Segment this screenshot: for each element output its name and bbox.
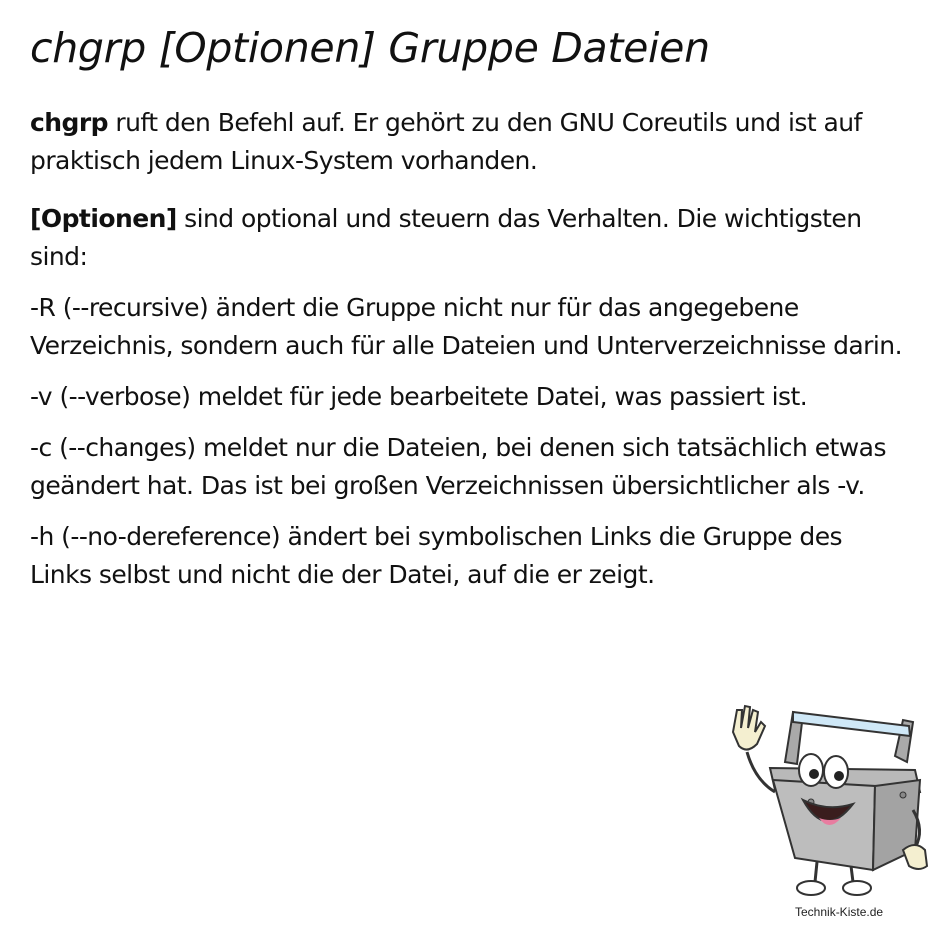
paragraph-text: sind optional und steuern das Verhalten. Die wichtigsten sind: <box>30 204 862 271</box>
option-verbose: -v (--verbose) meldet für jede bearbeitete Datei, was passiert ist. <box>30 382 808 411</box>
option-no-dereference: -h (--no-dereference) ändert bei symbolischen Links die Gruppe des Links selbst und nicht die der Datei, auf die er zeigt. <box>30 522 843 589</box>
paragraph-optionen <box>30 200 910 276</box>
credit-text: Technik-Kiste.de <box>795 905 884 919</box>
keyword-optionen: [Optionen] <box>30 204 177 233</box>
option-changes: -c (--changes) meldet nur die Dateien, bei denen sich tatsächlich etwas geändert hat. Das ist bei großen Verzeichnissen übersichtlicher als -v. <box>30 433 886 500</box>
page-title: chgrp [Optionen] Gruppe Dateien <box>30 24 710 72</box>
document-body <box>30 104 910 607</box>
keyword-chgrp: chgrp <box>30 108 108 137</box>
toolbox-mascot-icon <box>715 700 935 900</box>
paragraph-chgrp <box>30 104 910 180</box>
option-recursive: -R (--recursive) ändert die Gruppe nicht nur für das angegebene Verzeichnis, sondern auch für alle Dateien und Unterverzeichnisse darin. <box>30 293 902 360</box>
paragraph-text: ruft den Befehl auf. Er gehört zu den GNU Coreutils und ist auf praktisch jedem Linux-System vorhanden. <box>30 108 862 175</box>
